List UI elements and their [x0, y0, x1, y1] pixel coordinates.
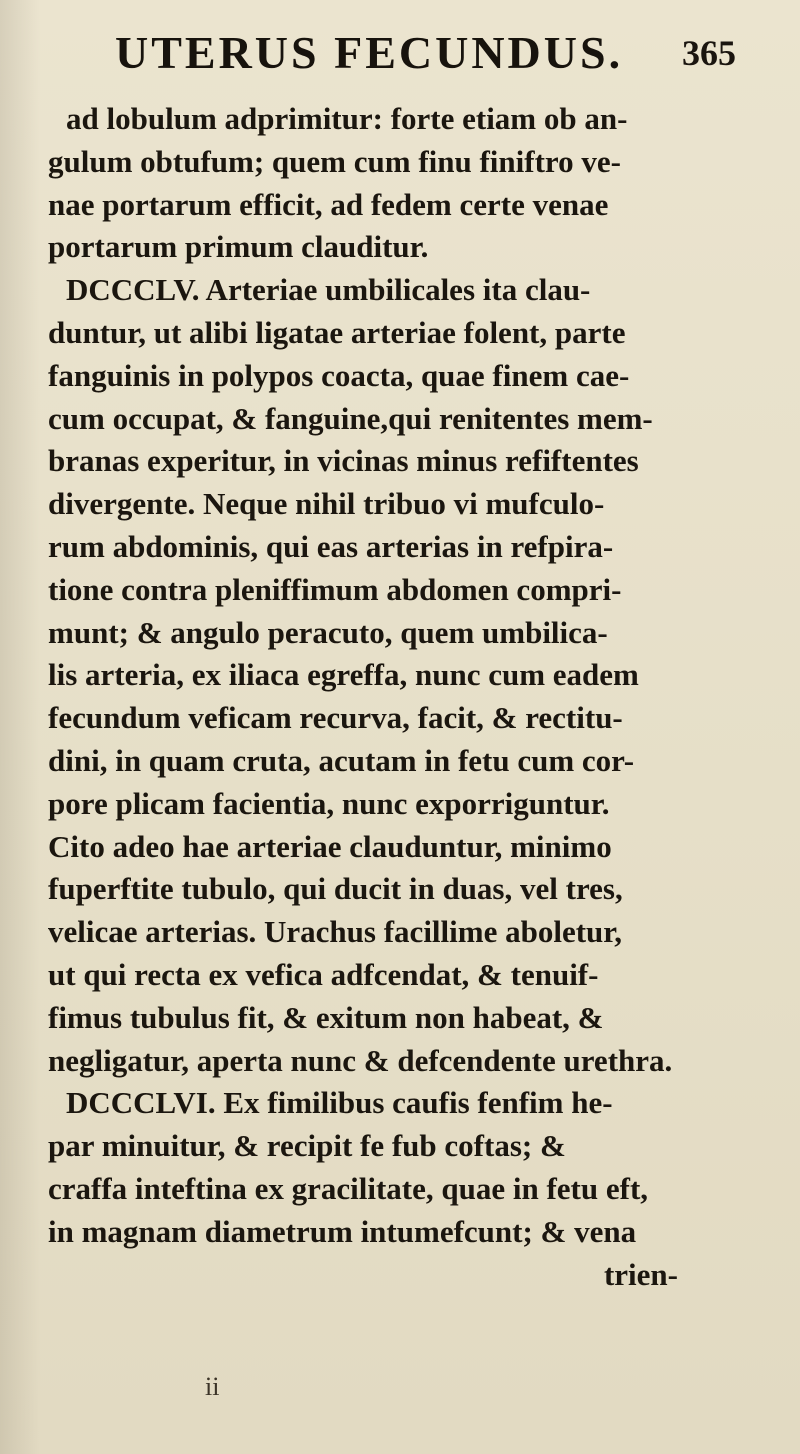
- signature-mark: ii: [205, 1372, 220, 1401]
- text-line: DCCCLVI. Ex fimilibus caufis fenfim he-: [66, 1085, 613, 1121]
- text-line: nae portarum efficit, ad fedem certe venae: [48, 186, 609, 222]
- page-header: [0, 18, 800, 88]
- text-line: munt; & angulo peracuto, quem umbilica-: [48, 614, 608, 650]
- text-line: rum abdominis, qui eas arterias in refpira-: [48, 528, 614, 564]
- text-line: pore plicam facientia, nunc exporriguntur.: [48, 785, 610, 821]
- text-line: fecundum veficam recurva, facit, & rectitu-: [48, 700, 623, 736]
- text-line: divergente. Neque nihil tribuo vi mufculo-: [48, 486, 605, 522]
- text-line: duntur, ut alibi ligatae arteriae folent, parte: [48, 314, 626, 350]
- page-number: 365: [682, 33, 736, 73]
- text-line: trien-: [603, 1256, 678, 1292]
- body-text: [48, 98, 768, 1296]
- text-line: gulum obtufum; quem cum finu finiftro ve-: [48, 143, 621, 179]
- text-line: Cito adeo hae arteriae clauduntur, minimo: [48, 828, 612, 864]
- text-line: fimus tubulus fit, & exitum non habeat, &: [48, 999, 604, 1035]
- text-line: ut qui recta ex vefica adfcendat, & tenuif-: [48, 956, 599, 992]
- text-line: in magnam diametrum intumefcunt; & vena: [48, 1213, 637, 1249]
- text-line: negligatur, aperta nunc & defcendente urethra.: [48, 1042, 673, 1078]
- running-title: UTERUS FECUNDUS.: [115, 27, 624, 78]
- text-line: dini, in quam cruta, acutam in fetu cum cor-: [48, 742, 635, 778]
- text-line: portarum primum clauditur.: [48, 229, 429, 265]
- text-line: lis arteria, ex iliaca egreffa, nunc cum eadem: [48, 657, 639, 693]
- text-line: fuperftite tubulo, qui ducit in duas, vel tres,: [48, 871, 623, 907]
- text-line: tione contra pleniffimum abdomen compri-: [48, 571, 622, 607]
- text-line: ad lobulum adprimitur: forte etiam ob an-: [66, 101, 628, 136]
- text-line: craffa inteftina ex gracilitate, quae in fetu eft,: [48, 1170, 649, 1206]
- text-line: par minuitur, & recipit fe fub coftas; &: [48, 1128, 566, 1164]
- text-line: fanguinis in polypos coacta, quae finem cae-: [48, 357, 630, 393]
- text-line: DCCCLV. Arteriae umbilicales ita clau-: [66, 272, 591, 308]
- text-line: cum occupat, & fanguine,qui renitentes mem-: [48, 400, 653, 436]
- text-line: branas experitur, in vicinas minus refiftentes: [48, 443, 639, 479]
- page-gutter-shadow: [0, 0, 40, 1454]
- text-line: velicae arterias. Urachus facillime aboletur,: [48, 914, 622, 950]
